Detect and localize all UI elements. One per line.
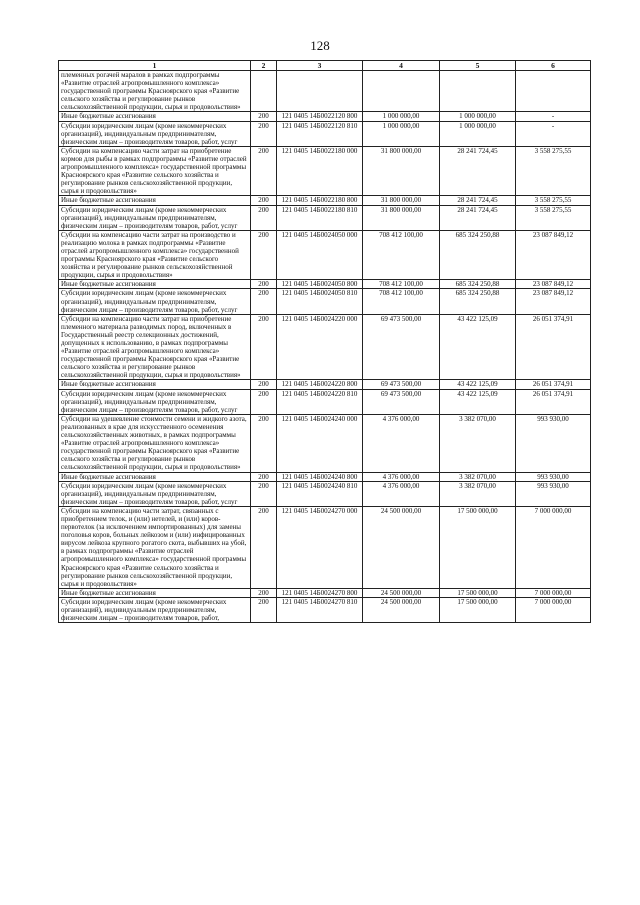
row-code-cell: 200	[251, 146, 277, 196]
row-plan-cell: 708 412 100,00	[363, 289, 440, 314]
row-fact-cell: 1 000 000,00	[440, 121, 516, 146]
row-fact-cell: 28 241 724,45	[440, 146, 516, 196]
row-name-cell: Иные бюджетные ассигнования	[59, 196, 251, 205]
row-fact-cell: 3 382 070,00	[440, 481, 516, 506]
row-kbk-cell: 121 0405 14Б0024240 810	[277, 481, 363, 506]
row-plan-cell: 4 376 000,00	[363, 472, 440, 481]
header-cell-6: 6	[516, 61, 591, 71]
row-name-cell: Субсидии юридическим лицам (кроме некоммерческих организаций), индивидуальным предпринимателям, физическим лицам – производителям товаров, работ, услуг	[59, 205, 251, 230]
row-fact-cell: 17 500 000,00	[440, 588, 516, 597]
row-code-cell: 200	[251, 597, 277, 622]
row-plan-cell: 708 412 100,00	[363, 280, 440, 289]
row-kbk-cell: 121 0405 14Б0024270 000	[277, 506, 363, 588]
row-rest-cell: 7 000 000,00	[516, 506, 591, 588]
header-cell-3: 3	[277, 61, 363, 71]
row-rest-cell: 7 000 000,00	[516, 588, 591, 597]
row-name-cell: Субсидии на компенсацию части затрат на приобретение племенного материала разводимых пород, включенных в Государственный реестр селекционных достижений, допущенных к использованию, в рамках подпрограммы «Развитие отраслей агропромышленного комплекса» государственной программы Красноярского края «Развитие сельского хозяйства и регулирование рынков сельскохозяйственной продукции, сырья и продовольствия»	[59, 314, 251, 380]
row-kbk-cell: 121 0405 14Б0024050 000	[277, 230, 363, 280]
row-plan-cell: 1 000 000,00	[363, 112, 440, 121]
row-kbk-cell: 121 0405 14Б0022120 810	[277, 121, 363, 146]
row-rest-cell: 7 000 000,00	[516, 597, 591, 622]
header-cell-1: 1	[59, 61, 251, 71]
row-kbk-cell: 121 0405 14Б0024050 810	[277, 289, 363, 314]
row-kbk-cell: 121 0405 14Б0024220 810	[277, 389, 363, 414]
row-rest-cell: 26 051 374,91	[516, 389, 591, 414]
row-kbk-cell: 121 0405 14Б0024220 800	[277, 380, 363, 389]
row-rest-cell: 993 930,00	[516, 481, 591, 506]
row-fact-cell: 17 500 000,00	[440, 597, 516, 622]
row-name-cell: Субсидии юридическим лицам (кроме некоммерческих организаций), индивидуальным предпринимателям, физическим лицам – производителям товаров, работ, услуг	[59, 481, 251, 506]
row-kbk-cell: 121 0405 14Б0024270 800	[277, 588, 363, 597]
row-name-cell: Субсидии юридическим лицам (кроме некоммерческих организаций), индивидуальным предпринимателям, физическим лицам – производителям товаров, работ, услуг	[59, 121, 251, 146]
row-rest-cell: 26 051 374,91	[516, 380, 591, 389]
row-fact-cell: 28 241 724,45	[440, 205, 516, 230]
row-kbk-cell: 121 0405 14Б0024220 000	[277, 314, 363, 380]
table-row	[59, 146, 591, 196]
table-row	[59, 389, 591, 414]
row-rest-cell: 23 087 849,12	[516, 280, 591, 289]
row-rest-cell: 993 930,00	[516, 472, 591, 481]
budget-table	[58, 60, 591, 623]
row-code-cell: 200	[251, 112, 277, 121]
row-rest-cell: 3 558 275,55	[516, 196, 591, 205]
table-row	[59, 205, 591, 230]
row-plan-cell: 24 500 000,00	[363, 588, 440, 597]
row-name-cell: Субсидии на компенсацию части затрат на производство и реализацию молока в рамках подпрограммы «Развитие отраслей агропромышленного комплекса» государственной программы Красноярского края «Развитие сельского хозяйства и регулирование рынков сельскохозяйственной продукции, сырья и продовольствия»	[59, 230, 251, 280]
row-name-cell: Субсидии на удешевление стоимости семени и жидкого азота, реализованных в крае для искусственного осеменения сельскохозяйственных животных, в рамках подпрограммы «Развитие отраслей агропромышленного комплекса» государственной программы Красноярского края «Развитие сельского хозяйства и регулирование рынков сельскохозяйственной продукции, сырья и продовольствия»	[59, 414, 251, 472]
row-kbk-cell: 121 0405 14Б0022180 000	[277, 146, 363, 196]
row-code-cell: 200	[251, 506, 277, 588]
row-name-cell: Субсидии юридическим лицам (кроме некоммерческих организаций), индивидуальным предпринимателям, физическим лицам – производителям товаров, работ, услуг	[59, 389, 251, 414]
row-plan-cell: 31 800 000,00	[363, 205, 440, 230]
table-row	[59, 597, 591, 622]
table-row	[59, 380, 591, 389]
row-plan-cell: 69 473 500,00	[363, 314, 440, 380]
row-kbk-cell: 121 0405 14Б0022180 800	[277, 196, 363, 205]
row-fact-cell: 43 422 125,09	[440, 314, 516, 380]
row-code-cell: 200	[251, 230, 277, 280]
table-body	[59, 71, 591, 623]
page-number: 128	[310, 38, 330, 53]
row-fact-cell: 28 241 724,45	[440, 196, 516, 205]
row-code-cell: 200	[251, 280, 277, 289]
row-fact-cell: 43 422 125,09	[440, 380, 516, 389]
row-fact-cell: 43 422 125,09	[440, 389, 516, 414]
row-plan-cell: 24 500 000,00	[363, 506, 440, 588]
table-row	[59, 289, 591, 314]
row-code-cell: 200	[251, 481, 277, 506]
table-row	[59, 506, 591, 588]
table-row	[59, 196, 591, 205]
row-name-cell: Субсидии юридическим лицам (кроме некоммерческих организаций), индивидуальным предпринимателям, физическим лицам – производителям товаров, работ,	[59, 597, 251, 622]
table-row	[59, 230, 591, 280]
row-fact-cell: 3 382 070,00	[440, 472, 516, 481]
row-rest-cell: 3 558 275,55	[516, 205, 591, 230]
row-fact-cell: 685 324 250,88	[440, 280, 516, 289]
table-row	[59, 280, 591, 289]
row-rest-cell: 26 051 374,91	[516, 314, 591, 380]
row-code-cell: 200	[251, 389, 277, 414]
row-name-cell: Субсидии на компенсацию части затрат на приобретение кормов для рыбы в рамках подпрограммы «Развитие отраслей агропромышленного комплекса» государственной программы Красноярского края «Развитие сельского хозяйства и регулирование рынков сельскохозяйственной продукции, сырья и продовольствия»	[59, 146, 251, 196]
row-rest-cell	[516, 71, 591, 112]
row-fact-cell	[440, 71, 516, 112]
row-fact-cell: 1 000 000,00	[440, 112, 516, 121]
header-row	[59, 61, 591, 71]
row-code-cell: 200	[251, 414, 277, 472]
row-plan-cell: 31 800 000,00	[363, 196, 440, 205]
table-row	[59, 414, 591, 472]
row-plan-cell: 4 376 000,00	[363, 414, 440, 472]
row-fact-cell: 685 324 250,88	[440, 230, 516, 280]
row-fact-cell: 685 324 250,88	[440, 289, 516, 314]
table-row	[59, 121, 591, 146]
row-code-cell: 200	[251, 380, 277, 389]
table-row	[59, 314, 591, 380]
row-code-cell: 200	[251, 205, 277, 230]
row-name-cell: Субсидии на компенсацию части затрат, связанных с приобретением телок, и (или) нетелей, и (или) коров-первотелок (за исключением импортированных) для замены поголовья коров, больных лейкозом и (или) инфицированных вирусом лейкоза крупного рогатого скота, выбывших на убой, в рамках подпрограммы «Развитие отраслей агропромышленного комплекса» государственной программы Красноярского края «Развитие сельского хозяйства и регулирование рынков сельскохозяйственной продукции, сырья и продовольствия»	[59, 506, 251, 588]
row-name-cell: Иные бюджетные ассигнования	[59, 380, 251, 389]
row-kbk-cell: 121 0405 14Б0022120 800	[277, 112, 363, 121]
row-plan-cell: 4 376 000,00	[363, 481, 440, 506]
table-row	[59, 481, 591, 506]
row-name-cell: Иные бюджетные ассигнования	[59, 280, 251, 289]
row-rest-cell: 993 930,00	[516, 414, 591, 472]
row-code-cell: 200	[251, 314, 277, 380]
row-code-cell: 200	[251, 121, 277, 146]
row-name-cell: Иные бюджетные ассигнования	[59, 472, 251, 481]
row-rest-cell: 23 087 849,12	[516, 230, 591, 280]
row-kbk-cell	[277, 71, 363, 112]
header-cell-5: 5	[440, 61, 516, 71]
row-plan-cell: 69 473 500,00	[363, 389, 440, 414]
row-rest-cell: 23 087 849,12	[516, 289, 591, 314]
row-rest-cell: -	[516, 121, 591, 146]
row-name-cell: Иные бюджетные ассигнования	[59, 588, 251, 597]
row-rest-cell: -	[516, 112, 591, 121]
row-rest-cell: 3 558 275,55	[516, 146, 591, 196]
row-kbk-cell: 121 0405 14Б0022180 810	[277, 205, 363, 230]
header-cell-2: 2	[251, 61, 277, 71]
row-name-cell: племенных рогачей маралов в рамках подпрограммы «Развитие отраслей агропромышленного комплекса» государственной программы Красноярского края «Развитие сельского хозяйства и регулирование рынков сельскохозяйственной продукции, сырья и продовольствия»	[59, 71, 251, 112]
row-code-cell: 200	[251, 588, 277, 597]
table-row	[59, 588, 591, 597]
row-code-cell: 200	[251, 472, 277, 481]
row-plan-cell: 708 412 100,00	[363, 230, 440, 280]
row-kbk-cell: 121 0405 14Б0024270 810	[277, 597, 363, 622]
row-name-cell: Субсидии юридическим лицам (кроме некоммерческих организаций), индивидуальным предпринимателям, физическим лицам – производителям товаров, работ, услуг	[59, 289, 251, 314]
row-plan-cell: 24 500 000,00	[363, 597, 440, 622]
row-plan-cell: 69 473 500,00	[363, 380, 440, 389]
row-plan-cell	[363, 71, 440, 112]
row-name-cell: Иные бюджетные ассигнования	[59, 112, 251, 121]
row-kbk-cell: 121 0405 14Б0024240 800	[277, 472, 363, 481]
table-row	[59, 112, 591, 121]
row-plan-cell: 1 000 000,00	[363, 121, 440, 146]
row-kbk-cell: 121 0405 14Б0024240 000	[277, 414, 363, 472]
row-fact-cell: 17 500 000,00	[440, 506, 516, 588]
row-fact-cell: 3 382 070,00	[440, 414, 516, 472]
row-code-cell	[251, 71, 277, 112]
row-code-cell: 200	[251, 196, 277, 205]
row-code-cell: 200	[251, 289, 277, 314]
table-row	[59, 472, 591, 481]
row-plan-cell: 31 800 000,00	[363, 146, 440, 196]
row-kbk-cell: 121 0405 14Б0024050 800	[277, 280, 363, 289]
table-row	[59, 71, 591, 112]
header-cell-4: 4	[363, 61, 440, 71]
